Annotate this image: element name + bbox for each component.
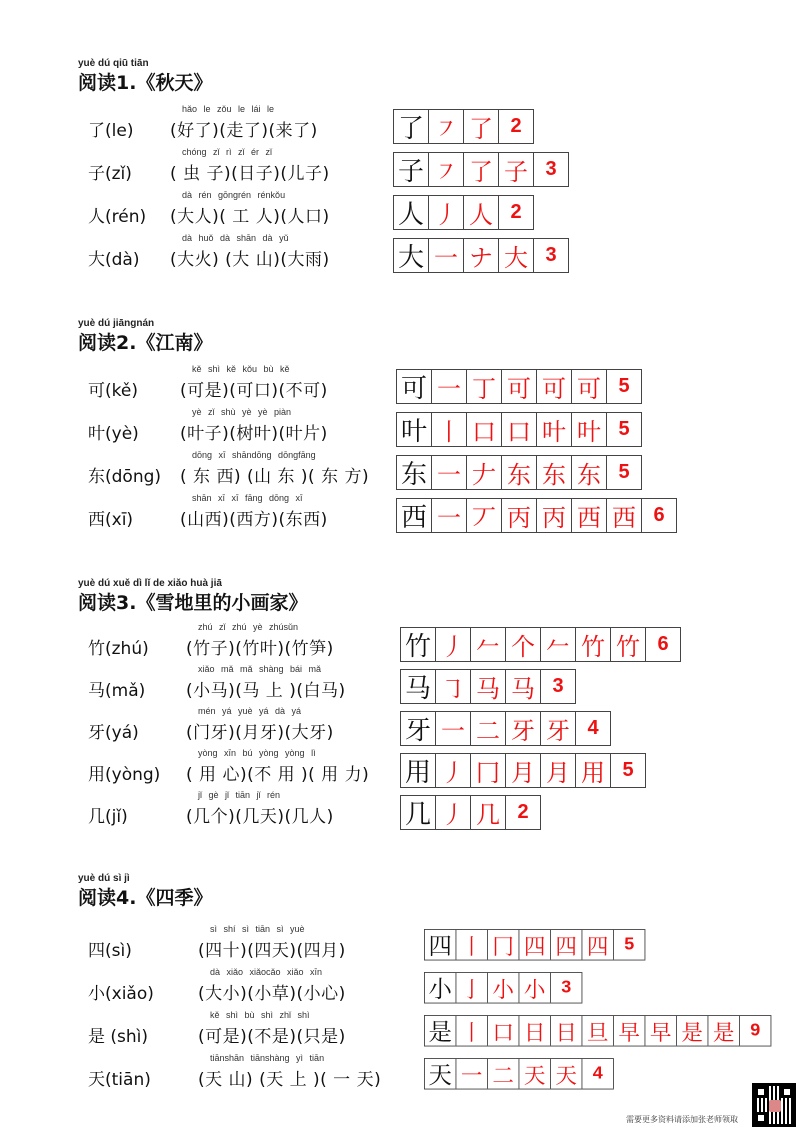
stroke-cell: 东 <box>502 456 537 489</box>
char-row <box>0 449 800 493</box>
word-group <box>180 492 328 530</box>
stroke-cell: 日 <box>551 1016 583 1046</box>
char-label: 可(kě) <box>88 381 138 401</box>
stroke-cell: 个 <box>506 628 541 661</box>
char-row <box>0 923 800 967</box>
stroke-order-grid <box>393 109 534 144</box>
stroke-cell: 大 <box>394 239 429 272</box>
stroke-cell: 丙 <box>502 499 537 532</box>
title-pinyin: yuè dú qiū tiān <box>78 58 149 69</box>
char-label: 了(le) <box>88 121 134 141</box>
char-label: 天(tiān) <box>88 1070 151 1090</box>
stroke-cell: 口 <box>488 1016 520 1046</box>
words-text: (大人)( 工 人)(人口) <box>170 207 330 227</box>
word-group <box>198 1052 381 1090</box>
char-row <box>0 103 800 147</box>
word-group <box>198 1009 346 1047</box>
stroke-count: 5 <box>607 456 642 489</box>
char-label: 竹(zhú) <box>88 639 149 659</box>
stroke-cell: 天 <box>425 1059 457 1089</box>
stroke-order-grid <box>396 369 642 404</box>
words-pinyin: tiānshān tiānshàng yì tiān <box>210 1053 325 1063</box>
stroke-cell: 大 <box>499 239 534 272</box>
stroke-cell: 口 <box>467 413 502 446</box>
stroke-cell: 𠂉 <box>541 628 576 661</box>
stroke-cell: 是 <box>677 1016 709 1046</box>
word-group <box>170 146 330 184</box>
stroke-order-grid <box>400 795 541 830</box>
char-row <box>0 146 800 190</box>
words-pinyin: kě shì bù shì zhǐ shì <box>210 1010 310 1020</box>
stroke-order-grid <box>393 152 569 187</box>
word-group <box>186 663 346 701</box>
stroke-cell: 早 <box>645 1016 677 1046</box>
word-group <box>186 747 369 785</box>
stroke-cell: 丆 <box>467 499 502 532</box>
stroke-cell: 东 <box>537 456 572 489</box>
stroke-cell: ㇇ <box>429 153 464 186</box>
stroke-cell: 东 <box>572 456 607 489</box>
words-pinyin: yòng xīn bú yòng yòng lì <box>198 748 316 758</box>
stroke-cell: 西 <box>572 499 607 532</box>
stroke-cell: 口 <box>502 413 537 446</box>
stroke-cell: 用 <box>576 754 611 787</box>
stroke-cell: 几 <box>401 796 436 829</box>
stroke-cell: 竹 <box>401 628 436 661</box>
char-label: 人(rén) <box>88 207 147 227</box>
stroke-count: 3 <box>551 973 583 1003</box>
stroke-cell: 丿 <box>436 796 471 829</box>
stroke-cell: 丿 <box>436 754 471 787</box>
stroke-order-grid <box>400 711 611 746</box>
stroke-cell: 𠂉 <box>471 628 506 661</box>
stroke-count: 3 <box>541 670 576 703</box>
char-row <box>0 663 800 707</box>
words-text: (小马)(马 上 )(白马) <box>186 681 346 701</box>
word-group <box>180 363 328 401</box>
word-group <box>170 103 318 141</box>
stroke-cell: 小 <box>425 973 457 1003</box>
stroke-cell: 丨 <box>432 413 467 446</box>
char-row <box>0 492 800 536</box>
word-group <box>198 923 346 961</box>
char-label: 西(xī) <box>88 510 134 530</box>
word-group <box>186 705 334 743</box>
words-text: (可是)(可口)(不可) <box>180 381 328 401</box>
stroke-order-grid <box>400 627 681 662</box>
stroke-count: 6 <box>642 499 677 532</box>
stroke-cell: 四 <box>425 930 457 960</box>
stroke-count: 4 <box>582 1059 614 1089</box>
char-label: 大(dà) <box>88 250 140 270</box>
stroke-cell: 天 <box>519 1059 551 1089</box>
char-label: 几(jǐ) <box>88 807 128 827</box>
stroke-cell: 一 <box>432 499 467 532</box>
stroke-cell: 二 <box>488 1059 520 1089</box>
stroke-cell: 牙 <box>541 712 576 745</box>
section-3 <box>0 578 800 830</box>
words-text: (几个)(几天)(几人) <box>186 807 334 827</box>
stroke-order-grid <box>400 753 646 788</box>
words-text: (山西)(西方)(东西) <box>180 510 328 530</box>
stroke-cell: 可 <box>572 370 607 403</box>
stroke-count: 5 <box>614 930 646 960</box>
stroke-cell: 月 <box>506 754 541 787</box>
stroke-cell: 四 <box>551 930 583 960</box>
qr-code-icon <box>752 1083 796 1127</box>
stroke-cell: 丨 <box>456 930 488 960</box>
stroke-cell: ナ <box>464 239 499 272</box>
title-pinyin: yuè dú jiāngnán <box>78 318 155 329</box>
char-label: 小(xiǎo) <box>88 984 154 1004</box>
stroke-cell: 丿 <box>436 628 471 661</box>
words-pinyin: mén yá yuè yá dà yá <box>198 706 302 716</box>
char-row <box>0 966 800 1010</box>
words-text: (大小)(小草)(小心) <box>198 984 346 1004</box>
stroke-cell: 丙 <box>537 499 572 532</box>
words-pinyin: dà rén gōngrén rénkǒu <box>182 190 286 200</box>
stroke-cell: 丿 <box>429 196 464 229</box>
char-row <box>0 189 800 233</box>
stroke-count: 3 <box>534 239 569 272</box>
char-row <box>0 1052 800 1096</box>
words-text: ( 东 西) (山 东 )( 东 方) <box>180 467 370 487</box>
stroke-cell: 竹 <box>576 628 611 661</box>
stroke-cell: 可 <box>397 370 432 403</box>
stroke-order-grid <box>424 972 582 1004</box>
char-row <box>0 747 800 791</box>
stroke-cell: 竹 <box>611 628 646 661</box>
char-label: 叶(yè) <box>88 424 139 444</box>
stroke-cell: 几 <box>471 796 506 829</box>
char-row <box>0 621 800 665</box>
words-pinyin: dà huǒ dà shān dà yǔ <box>182 233 289 243</box>
words-text: ( 用 心)(不 用 )( 用 力) <box>186 765 370 785</box>
stroke-order-grid <box>400 669 576 704</box>
stroke-cell: 子 <box>499 153 534 186</box>
char-label: 马(mǎ) <box>88 681 146 701</box>
stroke-cell: 叶 <box>572 413 607 446</box>
stroke-cell: 丨 <box>456 1016 488 1046</box>
stroke-count: 2 <box>499 196 534 229</box>
words-pinyin: hǎo le zǒu le lái le <box>182 104 275 114</box>
stroke-order-grid <box>396 455 642 490</box>
stroke-cell: 一 <box>456 1059 488 1089</box>
section-4 <box>0 873 800 1103</box>
stroke-cell: 亅 <box>456 973 488 1003</box>
word-group <box>180 406 328 444</box>
stroke-cell: 丁 <box>467 370 502 403</box>
stroke-cell: 牙 <box>401 712 436 745</box>
title-text: 阅读4.《四季》 <box>78 887 213 909</box>
word-group <box>198 966 346 1004</box>
word-group <box>170 189 330 227</box>
char-row <box>0 789 800 833</box>
word-group <box>186 789 334 827</box>
words-pinyin: dōng xī shāndōng dōngfāng <box>192 450 316 460</box>
words-text: (叶子)(树叶)(叶片) <box>180 424 328 444</box>
stroke-cell: 小 <box>488 973 520 1003</box>
section-1 <box>0 58 800 288</box>
stroke-cell: 人 <box>394 196 429 229</box>
stroke-count: 2 <box>499 110 534 143</box>
char-row <box>0 363 800 407</box>
stroke-cell: 可 <box>502 370 537 403</box>
stroke-count: 2 <box>506 796 541 829</box>
char-label: 是 (shì) <box>88 1027 149 1047</box>
title-text: 阅读2.《江南》 <box>78 332 213 354</box>
section-2 <box>0 318 800 548</box>
words-pinyin: shān xī xī fāng dōng xī <box>192 493 303 503</box>
words-text: (大火) (大 山)(大雨) <box>170 250 330 270</box>
stroke-cell: 二 <box>471 712 506 745</box>
stroke-order-grid <box>396 412 642 447</box>
title-text: 阅读3.《雪地里的小画家》 <box>78 592 308 614</box>
char-label: 子(zǐ) <box>88 164 132 184</box>
stroke-count: 5 <box>607 413 642 446</box>
stroke-cell: 一 <box>432 456 467 489</box>
stroke-cell: 四 <box>582 930 614 960</box>
stroke-cell: 冂 <box>488 930 520 960</box>
stroke-cell: 叶 <box>537 413 572 446</box>
stroke-count: 9 <box>740 1016 772 1046</box>
stroke-cell: 是 <box>425 1016 457 1046</box>
stroke-cell: 一 <box>429 239 464 272</box>
stroke-count: 4 <box>576 712 611 745</box>
stroke-count: 5 <box>607 370 642 403</box>
words-pinyin: yè zǐ shù yè yè piàn <box>192 407 292 417</box>
words-pinyin: dà xiǎo xiǎocǎo xiǎo xīn <box>210 967 323 977</box>
stroke-cell: 马 <box>506 670 541 703</box>
stroke-count: 6 <box>646 628 681 661</box>
title-pinyin: yuè dú xuě dì lǐ de xiǎo huà jiā <box>78 578 222 589</box>
words-text: (门牙)(月牙)(大牙) <box>186 723 334 743</box>
stroke-cell: 早 <box>614 1016 646 1046</box>
stroke-cell: ㇇ <box>429 110 464 143</box>
stroke-cell: 子 <box>394 153 429 186</box>
char-row <box>0 232 800 276</box>
stroke-cell: 了 <box>464 153 499 186</box>
words-pinyin: xiǎo mǎ mǎ shàng bái mǎ <box>198 664 322 674</box>
stroke-cell: 牙 <box>506 712 541 745</box>
stroke-cell: 小 <box>519 973 551 1003</box>
footer-note: 需要更多资料请添加张老师领取 <box>626 1115 738 1124</box>
words-pinyin: sì shí sì tiān sì yuè <box>210 924 305 934</box>
stroke-count: 3 <box>534 153 569 186</box>
stroke-cell: 一 <box>432 370 467 403</box>
stroke-order-grid <box>424 929 645 961</box>
word-group <box>180 449 369 487</box>
stroke-order-grid <box>424 1058 614 1090</box>
char-label: 用(yòng) <box>88 765 161 785</box>
words-text: (天 山) (天 上 )( 一 天) <box>198 1070 382 1090</box>
stroke-cell: 了 <box>394 110 429 143</box>
char-label: 牙(yá) <box>88 723 139 743</box>
words-pinyin: zhú zǐ zhú yè zhúsǔn <box>198 622 299 632</box>
stroke-cell: 马 <box>401 670 436 703</box>
stroke-order-grid <box>393 238 569 273</box>
stroke-cell: 用 <box>401 754 436 787</box>
stroke-order-grid <box>393 195 534 230</box>
stroke-cell: 人 <box>464 196 499 229</box>
words-text: (可是)(不是)(只是) <box>198 1027 346 1047</box>
stroke-cell: 叶 <box>397 413 432 446</box>
words-text: (四十)(四天)(四月) <box>198 941 346 961</box>
stroke-cell: 西 <box>607 499 642 532</box>
stroke-count: 5 <box>611 754 646 787</box>
char-row <box>0 1009 800 1053</box>
stroke-cell: 𠂇 <box>467 456 502 489</box>
char-row <box>0 406 800 450</box>
word-group <box>186 621 334 659</box>
stroke-cell: 日 <box>519 1016 551 1046</box>
stroke-cell: 冂 <box>471 754 506 787</box>
stroke-cell: ㇆ <box>436 670 471 703</box>
stroke-cell: 旦 <box>582 1016 614 1046</box>
stroke-cell: 月 <box>541 754 576 787</box>
words-text: (竹子)(竹叶)(竹笋) <box>186 639 334 659</box>
stroke-cell: 了 <box>464 110 499 143</box>
word-group <box>170 232 330 270</box>
char-label: 四(sì) <box>88 941 132 961</box>
char-label: 东(dōng) <box>88 467 162 487</box>
stroke-cell: 可 <box>537 370 572 403</box>
stroke-cell: 四 <box>519 930 551 960</box>
title-pinyin: yuè dú sì jì <box>78 873 130 884</box>
title-text: 阅读1.《秋天》 <box>78 72 213 94</box>
stroke-order-grid <box>396 498 677 533</box>
words-text: ( 虫 子)(日子)(儿子) <box>170 164 330 184</box>
char-row <box>0 705 800 749</box>
words-text: (好了)(走了)(来了) <box>170 121 318 141</box>
stroke-cell: 天 <box>551 1059 583 1089</box>
stroke-cell: 是 <box>708 1016 740 1046</box>
words-pinyin: jǐ gè jǐ tiān jǐ rén <box>198 790 281 800</box>
stroke-cell: 马 <box>471 670 506 703</box>
stroke-cell: 西 <box>397 499 432 532</box>
stroke-cell: 一 <box>436 712 471 745</box>
stroke-order-grid <box>424 1015 771 1047</box>
words-pinyin: kě shì kě kǒu bù kě <box>192 364 290 374</box>
words-pinyin: chóng zǐ rì zǐ ér zǐ <box>182 147 273 157</box>
stroke-cell: 东 <box>397 456 432 489</box>
